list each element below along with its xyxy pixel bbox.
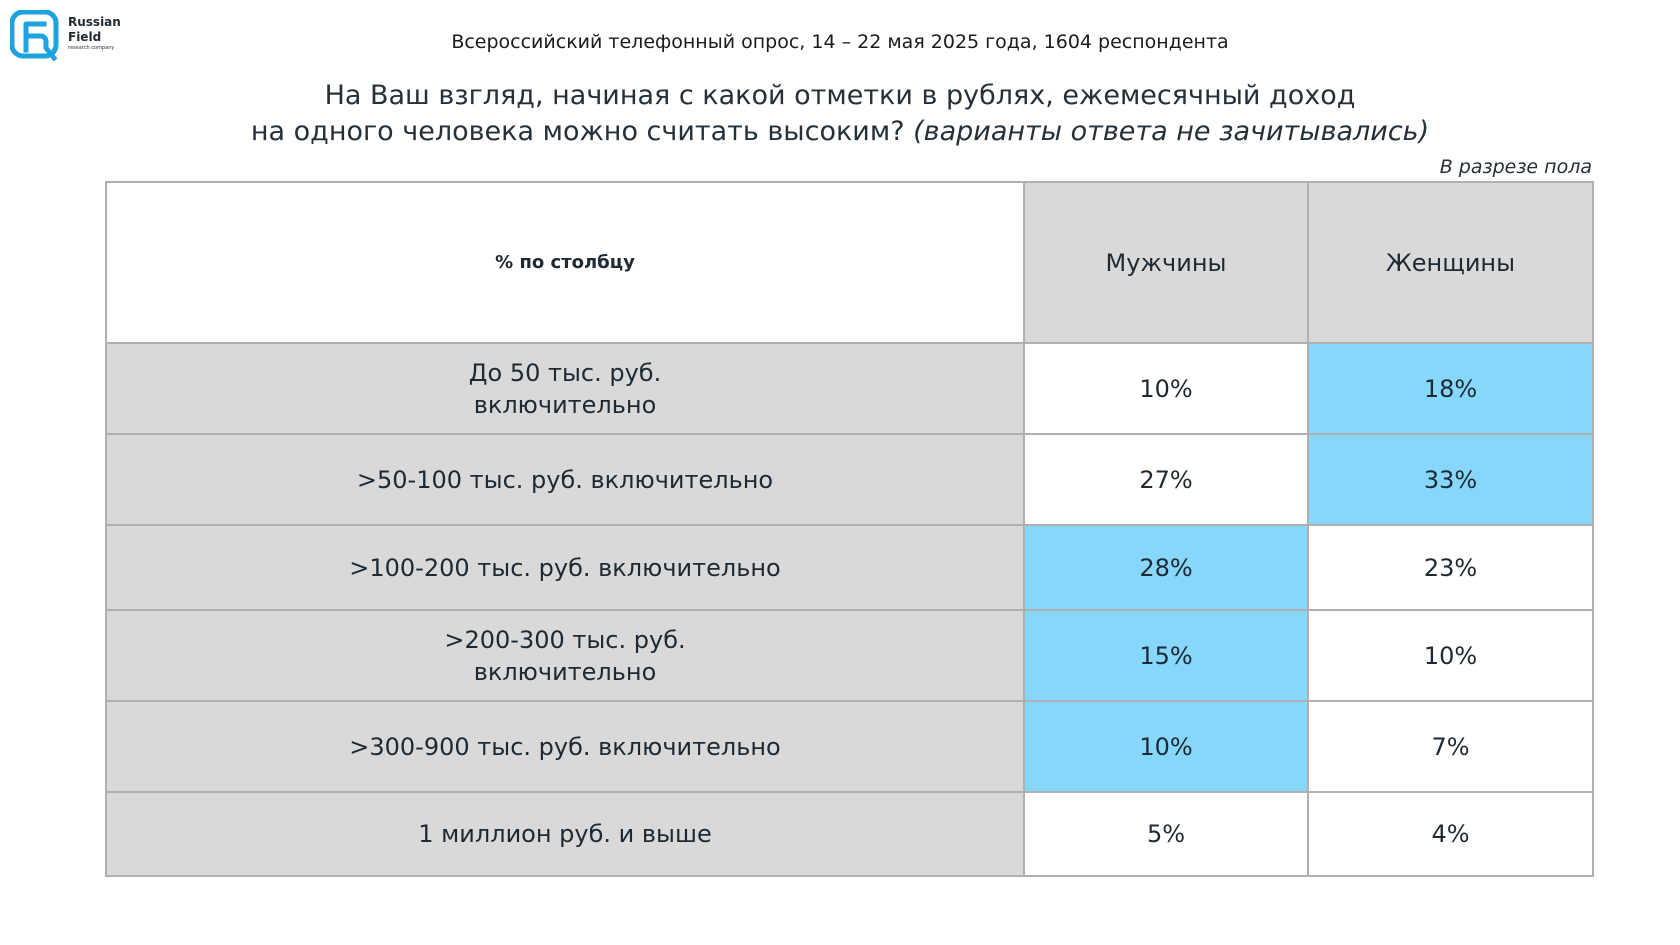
cell-women: 7% [1308,701,1593,792]
corner-label: % по столбцу [106,182,1024,343]
cell-men: 5% [1024,792,1308,876]
row-label: >300-900 тыс. руб. включительно [106,701,1024,792]
cell-men: 28% [1024,525,1308,610]
cell-women: 18% [1308,343,1593,434]
table-header-row [106,182,1593,343]
table-row [106,792,1593,876]
cell-men: 27% [1024,434,1308,525]
cell-women: 10% [1308,610,1593,701]
cell-women: 4% [1308,792,1593,876]
row-label-line2: включительно [473,390,657,419]
brand-name-line2: Field [68,30,102,44]
question-note: (варианты ответа не зачитывались) [913,116,1430,147]
brand-name-line1: Russian [68,15,121,29]
cell-men: 10% [1024,343,1308,434]
table-row [106,434,1593,525]
table-row [106,525,1593,610]
row-label: 1 миллион руб. и выше [106,792,1024,876]
results-table [105,181,1594,877]
table-row [106,701,1593,792]
column-header-women: Женщины [1308,182,1593,343]
row-label-line2: включительно [473,657,657,686]
cell-women: 23% [1308,525,1593,610]
question-title [0,78,1680,150]
row-label-line1: До 50 тыс. руб. [468,358,662,387]
question-line2: на одного человека можно считать высоким? [250,116,905,147]
survey-info: Всероссийский телефонный опрос, 14 – 22 мая 2025 года, 1604 респондента [451,31,1229,53]
row-label [106,343,1024,434]
cell-men: 10% [1024,701,1308,792]
breakdown-note: В разрезе пола [1439,156,1592,178]
table-row [106,610,1593,701]
brand-tagline: research company [68,45,115,51]
row-label [106,610,1024,701]
cell-women: 33% [1308,434,1593,525]
row-label: >50-100 тыс. руб. включительно [106,434,1024,525]
question-line1: На Ваш взгляд, начиная с какой отметки в рублях, ежемесячный доход [324,80,1356,111]
row-label: >100-200 тыс. руб. включительно [106,525,1024,610]
table-row [106,343,1593,434]
row-label-line1: >200-300 тыс. руб. [444,625,686,654]
column-header-men: Мужчины [1024,182,1308,343]
cell-men: 15% [1024,610,1308,701]
